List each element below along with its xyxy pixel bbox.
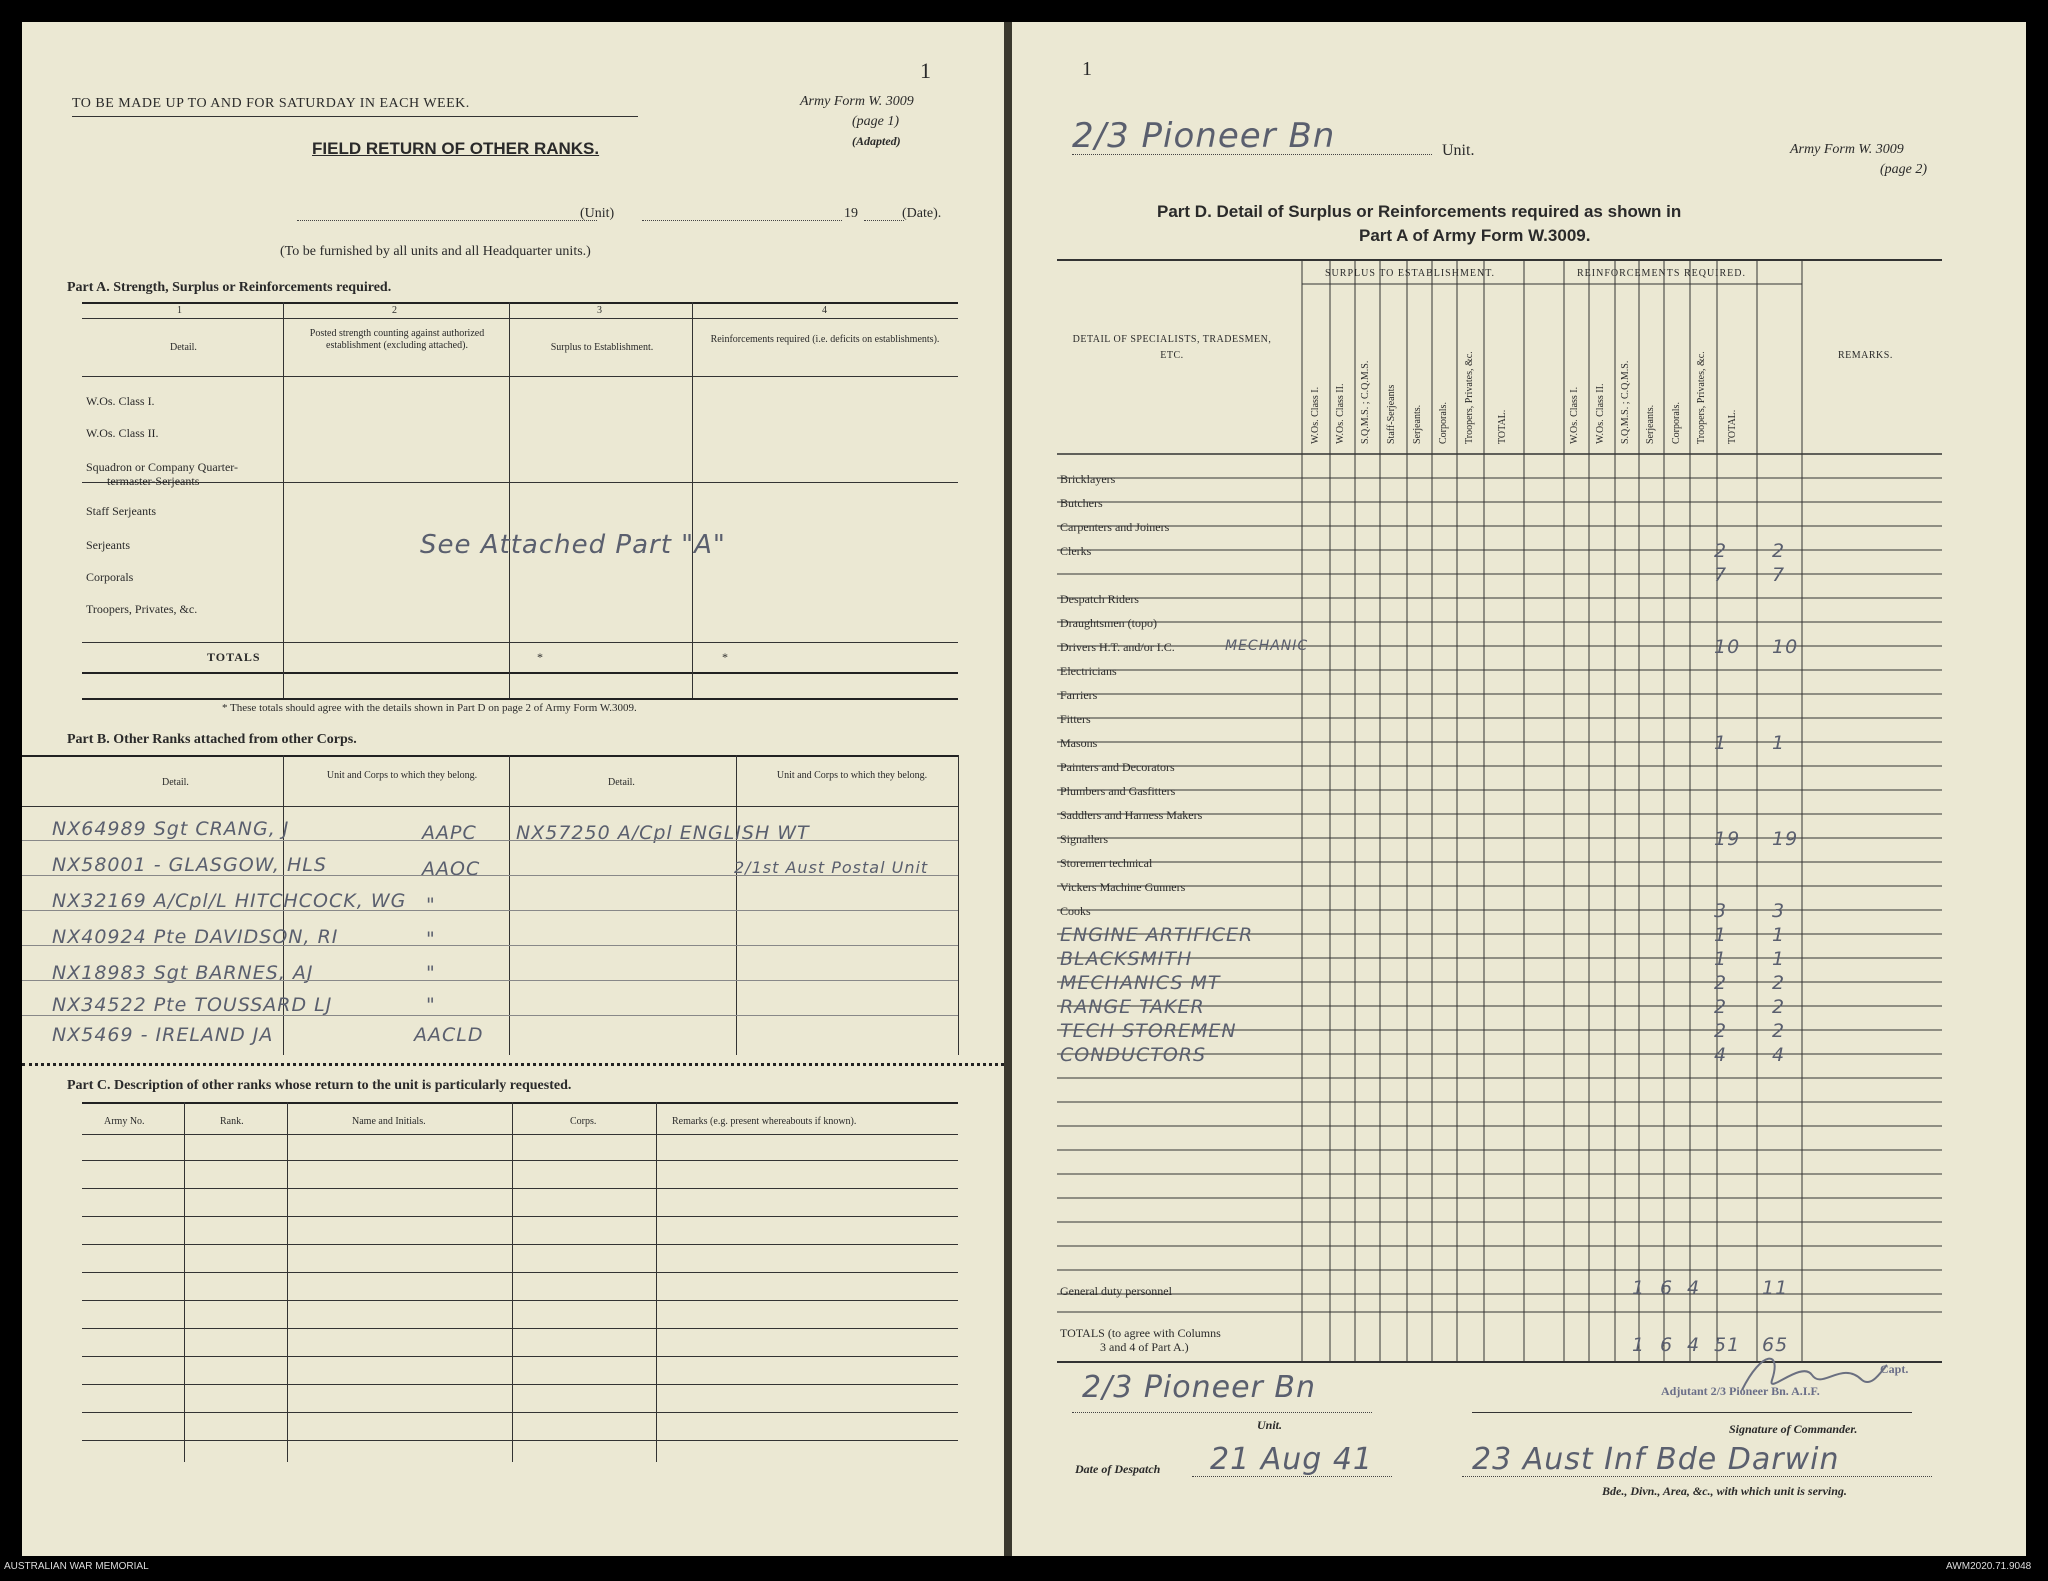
row-serjeants: Serjeants: [86, 538, 130, 552]
detail-row-troopers: 2: [1714, 972, 1728, 994]
signature-label: Signature of Commander.: [1729, 1422, 1858, 1436]
surplus-col-header: W.Os. Class II.: [1335, 383, 1346, 444]
detail-row-label: Painters and Decorators: [1060, 760, 1175, 774]
detail-row-label: Draughtsmen (topo): [1060, 616, 1157, 630]
part-a-title: Part A. Strength, Surplus or Reinforcements required.: [67, 280, 392, 295]
detail-row-label: Electricians: [1060, 664, 1117, 678]
brigade-label: Bde., Divn., Area, &c., with which unit is serving.: [1602, 1484, 1847, 1498]
row-troopers: Troopers, Privates, &c.: [86, 602, 198, 616]
part-c-header-remarks: Remarks (e.g. present whereabouts if known).: [672, 1116, 857, 1127]
general-duty-label: General duty personnel: [1060, 1284, 1172, 1298]
totals-label: TOTALS: [207, 650, 261, 664]
totals-serj: 6: [1660, 1334, 1674, 1356]
detail-row-troopers: 3: [1714, 900, 1728, 922]
commander-signature: [1732, 1340, 1892, 1410]
part-b-header-corps-2: Unit and Corps to which they belong.: [776, 770, 928, 781]
surplus-col-header: TOTAL.: [1497, 409, 1508, 444]
form-number: Army Form W. 3009: [1790, 142, 1904, 157]
unit-label: (Unit): [580, 206, 615, 221]
part-c-header-army-no: Army No.: [104, 1116, 145, 1127]
unit-label: Unit.: [1442, 142, 1475, 159]
see-attached-note: See Attached Part "A": [420, 530, 726, 560]
subtitle: (To be furnished by all units and all Headquarter units.): [280, 244, 591, 259]
reinforcements-col-header: Corporals.: [1671, 402, 1682, 444]
detail-row-total: 2: [1772, 1020, 1786, 1042]
despatch-label: Date of Despatch: [1075, 1462, 1161, 1476]
detail-row-label: Plumbers and Gasfitters: [1060, 784, 1176, 798]
detail-row-label: RANGE TAKER: [1060, 996, 1205, 1018]
attached-entry: NX40924 Pte DAVIDSON, RI: [52, 926, 339, 948]
part-d-title-line1: Part D. Detail of Surplus or Reinforcements required as shown in: [1157, 202, 1682, 221]
attached-entry: NX58001 - GLASGOW, HLS: [52, 854, 327, 876]
attached-corps: ": [426, 962, 436, 984]
row-sqms-line2: termaster-Serjeants: [107, 474, 200, 488]
general-duty-sqms: 1: [1632, 1277, 1646, 1299]
reinforcements-group-header: REINFORCEMENTS REQUIRED.: [1577, 268, 1747, 279]
form-page-2: [1012, 22, 2026, 1556]
detail-row-label: Bricklayers: [1060, 472, 1116, 486]
remarks-header: REMARKS.: [1838, 350, 1893, 361]
footer-credit: AUSTRALIAN WAR MEMORIAL: [4, 1561, 149, 1572]
detail-row-label: Carpenters and Joiners: [1060, 520, 1170, 534]
form-page-1: [22, 22, 1004, 1556]
year-label: 19: [844, 206, 858, 221]
form-page: (page 1): [852, 114, 900, 129]
col-number-1: 1: [177, 305, 182, 316]
detail-row-label: Cooks: [1060, 904, 1091, 918]
part-c-header-rank: Rank.: [220, 1116, 244, 1127]
row-corporals: Corporals: [86, 570, 134, 584]
detail-row-label: Despatch Riders: [1060, 592, 1139, 606]
reinforcements-col-header: TOTAL.: [1727, 409, 1738, 444]
detail-row-total: 3: [1772, 900, 1786, 922]
detail-row-total: 2: [1772, 540, 1786, 562]
part-c-header-name: Name and Initials.: [352, 1116, 426, 1127]
adjutant-stamp: Adjutant 2/3 Pioneer Bn. A.I.F.: [1661, 1384, 1820, 1398]
detail-row-label: Masons: [1060, 736, 1098, 750]
header-instruction: TO BE MADE UP TO AND FOR SATURDAY IN EACH WEEK.: [72, 96, 470, 111]
reinforcements-col-header: S.Q.M.S. ; C.Q.M.S.: [1620, 360, 1631, 444]
part-c-title: Part C. Description of other ranks whose return to the unit is particularly requested.: [67, 1078, 572, 1093]
detail-row-total: 1: [1772, 924, 1786, 946]
detail-row-label: Saddlers and Harness Makers: [1060, 808, 1203, 822]
stamp-capt: Capt.: [1880, 1362, 1909, 1376]
drivers-mechanic-note: MECHANIC: [1225, 638, 1309, 654]
totals-star-2: *: [722, 650, 728, 664]
col-number-4: 4: [822, 305, 827, 316]
detail-row-label: ENGINE ARTIFICER: [1060, 924, 1254, 946]
attached-entry: NX18983 Sgt BARNES, AJ: [52, 962, 314, 984]
footer-unit-handwritten: 2/3 Pioneer Bn: [1082, 1370, 1316, 1405]
reinforcements-col-header: W.Os. Class II.: [1595, 383, 1606, 444]
general-duty-total: 11: [1762, 1277, 1789, 1299]
detail-row-label: Clerks: [1060, 544, 1092, 558]
footer-unit-label: Unit.: [1257, 1418, 1283, 1432]
detail-row-label: Fitters: [1060, 712, 1091, 726]
part-d-title-line2: Part A of Army Form W.3009.: [1359, 226, 1591, 245]
date-label: (Date).: [902, 206, 942, 221]
attached-corps: AACLD: [414, 1024, 484, 1046]
detail-row-total: 4: [1772, 1044, 1786, 1066]
form-title: FIELD RETURN OF OTHER RANKS.: [312, 139, 600, 158]
detail-row-troopers: 2: [1714, 540, 1728, 562]
attached-entry: NX34522 Pte TOUSSARD LJ: [52, 994, 333, 1016]
detail-row-label: Farriers: [1060, 688, 1098, 702]
detail-row-total: 19: [1772, 828, 1799, 850]
detail-row-troopers: 10: [1714, 636, 1741, 658]
attached-corps: ": [426, 994, 436, 1016]
surplus-col-header: Serjeants.: [1412, 404, 1423, 444]
header-posted-strength: Posted strength counting against authorized establishment (excluding attached).: [309, 328, 485, 351]
detail-header: DETAIL OF SPECIALISTS, TRADESMEN, ETC.: [1072, 334, 1272, 361]
detail-row-troopers: 2: [1714, 996, 1728, 1018]
detail-row-troopers: 7: [1714, 564, 1728, 586]
header-detail: Detail.: [170, 342, 197, 353]
col-number-3: 3: [597, 305, 602, 316]
detail-row-total: 2: [1772, 996, 1786, 1018]
row-sqms-line1: Squadron or Company Quarter-: [86, 460, 239, 474]
part-b-header-detail-1: Detail.: [162, 777, 189, 788]
totals-troopers: 51: [1714, 1334, 1741, 1356]
part-b-header-detail-2: Detail.: [608, 777, 635, 788]
attached-corps: AAOC: [422, 858, 481, 880]
page-mark: 1: [920, 58, 931, 83]
detail-row-troopers: 1: [1714, 732, 1728, 754]
totals-sqms: 1: [1632, 1334, 1646, 1356]
attached-corps: AAPC: [422, 822, 477, 844]
part-c-header-corps: Corps.: [570, 1116, 597, 1127]
detail-row-label: MECHANICS MT: [1060, 972, 1221, 994]
part-a-footnote: * These totals should agree with the details shown in Part D on page 2 of Army Form W.3009.: [222, 702, 637, 714]
detail-row-label: Vickers Machine Gunners: [1060, 880, 1186, 894]
row-wos-class-1: W.Os. Class I.: [86, 394, 155, 408]
detail-row-troopers: 1: [1714, 948, 1728, 970]
detail-row-total: 7: [1772, 564, 1786, 586]
surplus-col-header: Corporals.: [1438, 402, 1449, 444]
detail-row-troopers: 1: [1714, 924, 1728, 946]
surplus-col-header: W.Os. Class I.: [1310, 386, 1321, 444]
surplus-col-header: Staff-Serjeants: [1386, 384, 1397, 444]
despatch-date-handwritten: 21 Aug 41: [1210, 1442, 1373, 1477]
surplus-col-header: Troopers, Privates, &c.: [1464, 351, 1475, 444]
page-fold: [1004, 22, 1012, 1556]
general-duty-serj: 6: [1660, 1277, 1674, 1299]
general-duty-corp: 4: [1687, 1277, 1701, 1299]
detail-row-troopers: 2: [1714, 1020, 1728, 1042]
footer-accession: AWM2020.71.9048: [1946, 1561, 2032, 1572]
totals-star-1: *: [537, 650, 543, 664]
detail-row-label: Butchers: [1060, 496, 1103, 510]
attached-entry: NX64989 Sgt CRANG, J: [52, 818, 290, 840]
part-b-header-corps-1: Unit and Corps to which they belong.: [326, 770, 478, 781]
detail-row-total: 1: [1772, 948, 1786, 970]
totals-corp: 4: [1687, 1334, 1701, 1356]
brigade-handwritten: 23 Aust Inf Bde Darwin: [1472, 1442, 1840, 1477]
detail-row-total: 10: [1772, 636, 1799, 658]
attached-corps: ": [426, 928, 436, 950]
detail-row-total: 2: [1772, 972, 1786, 994]
attached-corps-right: 2/1st Aust Postal Unit: [734, 858, 929, 877]
form-page: (page 2): [1880, 162, 1928, 177]
reinforcements-col-header: Troopers, Privates, &c.: [1696, 351, 1707, 444]
form-adapted: (Adapted): [852, 134, 901, 148]
attached-entry: NX32169 A/Cpl/L HITCHCOCK, WG: [52, 890, 407, 912]
header-surplus: Surplus to Establishment.: [550, 342, 654, 353]
page-mark: 1: [1082, 58, 1092, 80]
row-wos-class-2: W.Os. Class II.: [86, 426, 159, 440]
surplus-col-header: S.Q.M.S. ; C.Q.M.S.: [1360, 360, 1371, 444]
attached-entry-right: NX57250 A/Cpl ENGLISH WT: [516, 822, 810, 844]
totals-label-line1: TOTALS (to agree with Columns: [1060, 1326, 1221, 1340]
detail-row-troopers: 19: [1714, 828, 1741, 850]
unit-handwritten: 2/3 Pioneer Bn: [1072, 116, 1336, 156]
attached-corps: ": [426, 894, 436, 916]
part-b-title: Part B. Other Ranks attached from other Corps.: [67, 732, 357, 747]
detail-row-label: BLACKSMITH: [1060, 948, 1193, 970]
reinforcements-col-header: Serjeants.: [1645, 404, 1656, 444]
detail-row-label: Signallers: [1060, 832, 1108, 846]
row-staff-serjeants: Staff Serjeants: [86, 504, 157, 518]
totals-label-line2: 3 and 4 of Part A.): [1100, 1340, 1189, 1354]
header-reinforcements: Reinforcements required (i.e. deficits on establishments).: [710, 334, 940, 345]
detail-row-troopers: 4: [1714, 1044, 1728, 1066]
detail-row-label: CONDUCTORS: [1060, 1044, 1207, 1066]
attached-entry: NX5469 - IRELAND JA: [52, 1024, 274, 1046]
totals-total: 65: [1762, 1334, 1789, 1356]
col-number-2: 2: [392, 305, 397, 316]
reinforcements-col-header: W.Os. Class I.: [1569, 386, 1580, 444]
detail-row-label: Drivers H.T. and/or I.C.: [1060, 640, 1175, 654]
detail-row-total: 1: [1772, 732, 1786, 754]
surplus-group-header: SURPLUS TO ESTABLISHMENT.: [1325, 268, 1496, 279]
form-number: Army Form W. 3009: [800, 94, 914, 109]
detail-row-label: Storemen technical: [1060, 856, 1153, 870]
detail-row-label: TECH STOREMEN: [1060, 1020, 1237, 1042]
